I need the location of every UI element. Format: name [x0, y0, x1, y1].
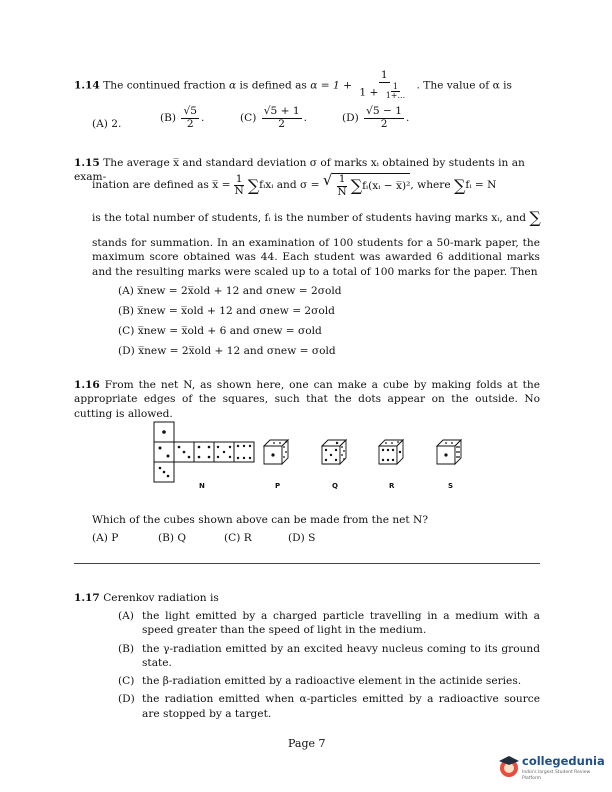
question-number: 1.17 — [74, 592, 100, 604]
q16-option-b[interactable]: (B) Q — [158, 532, 187, 544]
option-label: (A) — [118, 610, 134, 622]
option-tail: . — [405, 111, 410, 124]
option-tail: . — [303, 111, 307, 124]
section-divider — [74, 563, 540, 564]
option-fraction — [364, 106, 404, 130]
question-number: 1.14 — [74, 79, 100, 92]
alpha-symbol: α — [229, 79, 237, 92]
q15-formula-line — [92, 173, 540, 198]
question-line-3: is the total number of students, fᵢ is the number of students having marks xᵢ, and — [92, 211, 527, 224]
q16-option-c[interactable]: (C) R — [224, 532, 252, 544]
formula-prefix: ination are defined as x̅ = — [92, 179, 231, 192]
is-defined-as: is defined as — [239, 79, 307, 92]
fraction-denominator: 2 — [278, 117, 286, 130]
fraction-denominator: 2 — [186, 117, 194, 130]
fraction-numerator: 1 — [338, 173, 346, 185]
q14-option-c[interactable] — [240, 106, 307, 130]
option-label: (D) — [342, 111, 359, 124]
summation-symbol: ∑ — [350, 176, 363, 196]
q15-option-a[interactable]: (A) x̅new = 2x̅old + 12 and σnew = 2σold — [118, 285, 342, 297]
label-cube-s: S — [448, 482, 454, 490]
question-text: Cerenkov radiation is — [103, 592, 219, 604]
fraction-denominator: N — [234, 185, 244, 198]
question-text: From the net N, as shown here, one can make a cube by making folds at the appropriate edges of the squares, such that the dots appear on the outside. No cutting is allowed. — [74, 379, 541, 420]
cube-net-figure — [0, 416, 612, 516]
fraction-numerator: √5 − 1 — [366, 105, 402, 117]
q17-option-b[interactable] — [118, 642, 540, 671]
cf-inner-fraction — [384, 83, 407, 102]
continued-fraction — [357, 70, 411, 101]
option-text: the light emitted by a charged particle travelling in a medium with a speed greater than the speed of light in the medium. — [142, 610, 540, 637]
option-text: the β-radiation emitted by a radioactive element in the actinide series. — [142, 675, 522, 688]
cf-inner-num: 1 — [392, 81, 398, 91]
q17-options — [118, 609, 540, 725]
graduate-icon — [497, 754, 521, 778]
cube-p — [264, 440, 288, 464]
q16-option-a[interactable]: (A) P — [92, 532, 119, 544]
q15-line-3 — [92, 210, 540, 226]
question-number: 1.16 — [74, 379, 100, 391]
page-number: Page 7 — [288, 737, 326, 750]
label-net-n: N — [199, 482, 205, 490]
q15-options — [118, 284, 342, 364]
summation-symbol: ∑ — [529, 208, 541, 227]
q15-option-c[interactable]: (C) x̅new = x̅old + 6 and σnew = σold — [118, 325, 322, 337]
sum-fi: fᵢ = N — [465, 179, 497, 192]
summation-symbol: ∑ — [454, 175, 466, 195]
fraction-denominator: 2 — [380, 117, 388, 130]
label-cube-p: P — [275, 482, 281, 490]
q14-option-d[interactable] — [342, 106, 409, 130]
fraction-denominator: N — [337, 185, 347, 198]
q15-option-d[interactable]: (D) x̅new = 2x̅old + 12 and σnew = σold — [118, 345, 336, 357]
option-text: the γ-radiation emitted by an excited heavy nucleus coming to its ground state. — [142, 642, 540, 669]
cf-numerator: 1 — [380, 69, 388, 81]
radical-sign: √ — [322, 171, 333, 189]
option-text: 2. — [111, 118, 122, 130]
question-1-17 — [74, 591, 540, 605]
option-label: (B) — [118, 642, 135, 655]
q16-option-d[interactable]: (D) S — [288, 532, 316, 544]
equation-lhs: α = 1 + — [310, 79, 352, 92]
sum-term: fᵢxᵢ — [259, 179, 274, 192]
and-sigma: and σ = — [276, 179, 320, 192]
net-n — [154, 422, 254, 482]
option-label: (B) — [160, 111, 177, 124]
cf-denominator — [357, 83, 411, 102]
option-label: (D) — [118, 693, 135, 706]
q14-option-a[interactable] — [92, 117, 121, 131]
cf-inner-den: 1+... — [385, 91, 406, 101]
logo-text: collegedunia — [522, 754, 605, 768]
q15-option-b[interactable]: (B) x̅new = x̅old + 12 and σnew = 2σold — [118, 305, 335, 317]
question-1-14 — [74, 70, 540, 101]
logo-subtitle: India's largest Student Review Platform — [522, 770, 591, 782]
option-fraction — [181, 106, 199, 130]
sqrt-term: fᵢ(xᵢ − x̅)² — [362, 180, 411, 193]
where-text: , where — [410, 179, 451, 192]
q15-paragraph: stands for summation. In an examination of 100 students for a 50-mark paper, the maximum score obtained was 44. Each student was awarded 6 additional marks and the resulting marks were scaled up to a total of 100 marks for the paper. Then — [92, 237, 540, 278]
q16-question: Which of the cubes shown above can be made from the net N? — [92, 514, 429, 526]
question-number: 1.15 — [74, 157, 100, 169]
summation-symbol: ∑ — [247, 175, 260, 195]
q17-option-d[interactable] — [118, 692, 540, 721]
radicand — [332, 173, 410, 198]
q17-option-c[interactable] — [118, 674, 540, 688]
label-cube-q: Q — [332, 482, 338, 490]
option-tail: . — [200, 111, 205, 124]
cf-den-prefix: 1 + — [359, 85, 379, 98]
collegedunia-logo[interactable] — [497, 748, 607, 784]
mean-fraction — [232, 174, 245, 198]
fraction-numerator: √5 — [183, 105, 197, 117]
question-text-tail: . The value of α is — [416, 79, 512, 92]
sqrt-fraction — [335, 174, 348, 198]
option-label: (C) — [118, 675, 135, 688]
option-fraction — [262, 106, 302, 130]
q16-options — [92, 531, 315, 545]
question-text: The continued fraction — [103, 79, 226, 92]
option-text: the radiation emitted when α-particles emitted by a radioactive source are stopped by a target. — [142, 693, 540, 720]
q14-option-b[interactable] — [160, 106, 204, 130]
question-1-16 — [74, 378, 540, 421]
sqrt-expression — [323, 173, 411, 198]
option-label: (C) — [240, 111, 257, 124]
question-line-1: The average x̅ and standard deviation σ of marks xᵢ obtained by students in an exam- — [74, 157, 525, 184]
fraction-numerator: √5 + 1 — [263, 105, 300, 117]
q17-option-a[interactable] — [118, 609, 540, 638]
option-label: (A) — [92, 118, 108, 130]
label-cube-r: R — [389, 482, 395, 490]
fraction-numerator: 1 — [235, 172, 243, 185]
